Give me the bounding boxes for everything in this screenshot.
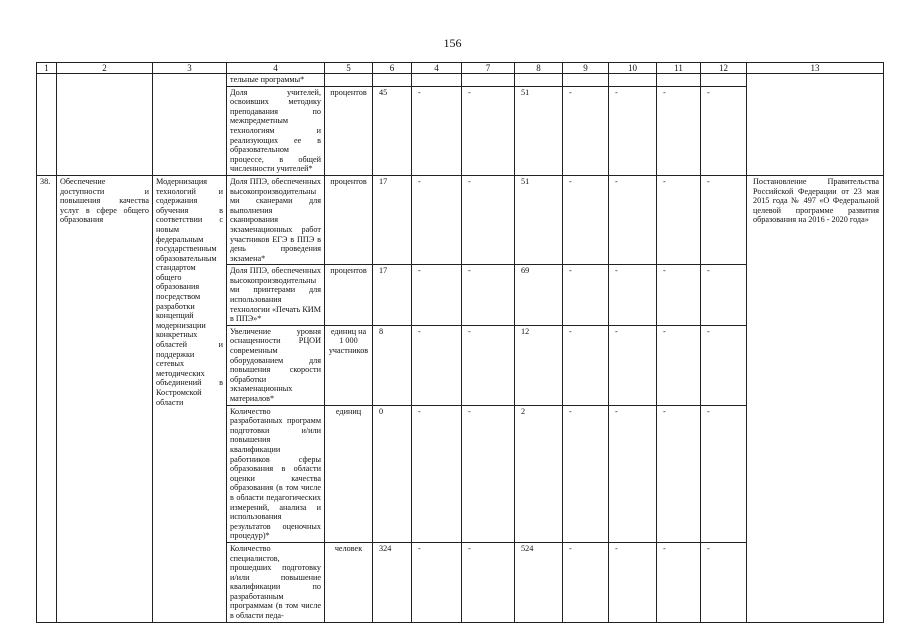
cell-empty: [609, 74, 657, 87]
indicator-year: -: [563, 542, 609, 622]
indicator-year: -: [412, 86, 462, 175]
indicator-year: -: [462, 325, 515, 405]
indicator-base: 45: [373, 86, 412, 175]
indicator-year: -: [462, 405, 515, 542]
indicator-unit: единиц на 1 000 участников: [325, 325, 373, 405]
indicator-continued: тельные программы*: [227, 74, 325, 87]
indicator-year: -: [412, 265, 462, 326]
indicator-name: Количество специалистов, прошедших подготовку и/или повышение квалификации по разработанным программам (в том числе в области педа-: [227, 542, 325, 622]
cell-empty: [701, 74, 747, 87]
goal-text: Обеспечение доступности и повышения качества услуг в сфере общего образования: [57, 175, 153, 622]
cell-empty: [462, 74, 515, 87]
cell-empty: [515, 74, 563, 87]
column-header: 10: [609, 63, 657, 74]
indicator-name: Доля учителей, освоивших методику преподавания по межпредметным технологиям и реализующих ее в образовательном процессе, в общей численности учителей*: [227, 86, 325, 175]
cell-empty: [747, 74, 884, 176]
cell-empty: [153, 74, 227, 176]
indicator-year: -: [563, 175, 609, 264]
cell-empty: [563, 74, 609, 87]
column-header: 5: [325, 63, 373, 74]
indicator-year: -: [462, 175, 515, 264]
indicators-table: [36, 62, 884, 623]
indicator-year: -: [412, 542, 462, 622]
task-text: Модернизация технологий и содержания обучения в соответствии с новым федеральным государственным образовательным стандартом общего образования посредством разработки концепций модернизации конкретных областей и поддержки сетевых методических объединений в Костромской области: [153, 175, 227, 622]
column-header: 6: [373, 63, 412, 74]
indicator-year: -: [462, 265, 515, 326]
indicator-year: -: [701, 265, 747, 326]
cell-empty: [57, 74, 153, 176]
indicator-target: 2: [515, 405, 563, 542]
indicator-target: 51: [515, 175, 563, 264]
column-header-row: [37, 63, 884, 74]
indicator-unit: процентов: [325, 86, 373, 175]
indicator-base: 17: [373, 175, 412, 264]
column-header: 7: [462, 63, 515, 74]
column-header: 1: [37, 63, 57, 74]
indicator-year: -: [609, 542, 657, 622]
column-header: 12: [701, 63, 747, 74]
indicator-target: 524: [515, 542, 563, 622]
column-header: 13: [747, 63, 884, 74]
indicator-year: -: [609, 265, 657, 326]
cell-empty: [325, 74, 373, 87]
indicator-year: -: [657, 175, 701, 264]
indicator-name: Доля ППЭ, обеспеченных высокопроизводительными принтерами для использования технологии «Печать КИМ в ППЭ»*: [227, 265, 325, 326]
indicator-target: 51: [515, 86, 563, 175]
indicator-year: -: [563, 265, 609, 326]
indicator-base: 8: [373, 325, 412, 405]
column-header: 2: [57, 63, 153, 74]
indicator-base: 0: [373, 405, 412, 542]
indicator-year: -: [609, 86, 657, 175]
column-header: 3: [153, 63, 227, 74]
indicator-target: 69: [515, 265, 563, 326]
table-row: [37, 74, 884, 87]
cell-empty: [657, 74, 701, 87]
indicator-year: -: [609, 405, 657, 542]
column-header: 9: [563, 63, 609, 74]
indicator-base: 17: [373, 265, 412, 326]
indicator-year: -: [701, 175, 747, 264]
indicator-name: Увеличение уровня оснащенности РЦОИ современным оборудованием для повышения скорости обработки экзаменационных материалов*: [227, 325, 325, 405]
indicator-year: -: [701, 405, 747, 542]
indicator-unit: процентов: [325, 175, 373, 264]
indicator-year: -: [412, 325, 462, 405]
indicator-unit: человек: [325, 542, 373, 622]
indicator-year: -: [657, 405, 701, 542]
source-document: Постановление Правительства Российской Федерации от 23 мая 2015 года № 497 «О Федеральной целевой программе развития образования на 2016 - 2020 года»: [747, 175, 884, 622]
page-number: 156: [443, 36, 462, 50]
indicator-year: -: [462, 86, 515, 175]
cell-empty: [412, 74, 462, 87]
indicator-year: -: [701, 86, 747, 175]
cell-empty: [37, 74, 57, 176]
indicator-year: -: [701, 542, 747, 622]
column-header: 8: [515, 63, 563, 74]
indicator-year: -: [563, 325, 609, 405]
indicator-target: 12: [515, 325, 563, 405]
cell-empty: [373, 74, 412, 87]
indicator-year: -: [609, 175, 657, 264]
indicator-year: -: [563, 86, 609, 175]
indicator-year: -: [701, 325, 747, 405]
indicator-year: -: [563, 405, 609, 542]
indicator-year: -: [609, 325, 657, 405]
indicator-year: -: [657, 86, 701, 175]
row-number: 38.: [37, 175, 57, 622]
indicator-name: Количество разработанных программ подготовки и/или повышения квалификации работников сферы образования в области оценки качества образования (в том числе в области педагогических измерений, анализа и использования результатов оценочных процедур)*: [227, 405, 325, 542]
indicator-year: -: [462, 542, 515, 622]
column-header: 4: [227, 63, 325, 74]
indicator-base: 324: [373, 542, 412, 622]
indicator-year: -: [657, 542, 701, 622]
indicator-year: -: [657, 265, 701, 326]
indicator-year: -: [657, 325, 701, 405]
table-row: [37, 175, 884, 264]
indicator-name: Доля ППЭ, обеспеченных высокопроизводительными сканерами для выполнения сканирования экзаменационных работ участников ЕГЭ в ППЭ в день проведения экзамена*: [227, 175, 325, 264]
column-header: 11: [657, 63, 701, 74]
indicator-unit: процентов: [325, 265, 373, 326]
column-header: 4: [412, 63, 462, 74]
indicator-unit: единиц: [325, 405, 373, 542]
indicator-year: -: [412, 175, 462, 264]
indicator-year: -: [412, 405, 462, 542]
